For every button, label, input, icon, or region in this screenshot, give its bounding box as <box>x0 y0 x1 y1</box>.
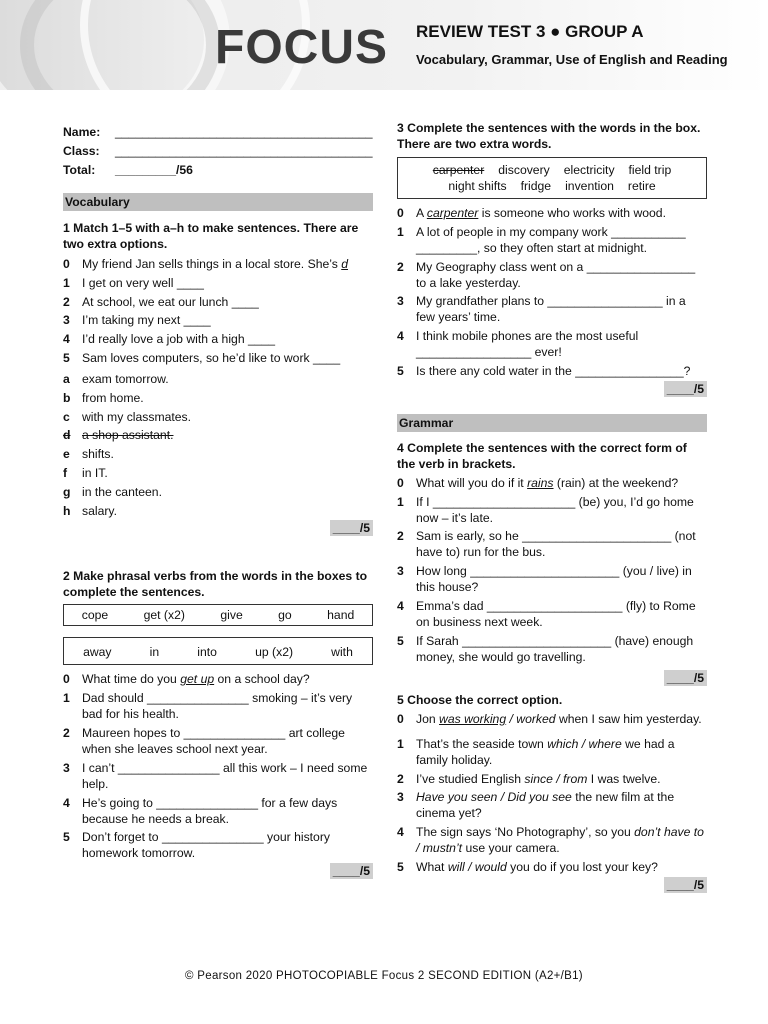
task3-word-box <box>397 157 707 199</box>
item-text-end: we had a family holiday. <box>416 736 675 767</box>
item-text-end: is someone who works with wood. <box>478 206 666 220</box>
item-number: 5 <box>63 830 70 845</box>
item-number: 4 <box>63 795 70 810</box>
list-item <box>397 598 707 630</box>
score-box: ____/5 <box>664 670 707 686</box>
option-text: in IT. <box>82 465 108 480</box>
page-footer: © Pearson 2020 PHOTOCOPIABLE Focus 2 SECOND EDITION (A2+/B1) <box>185 970 583 982</box>
list-item <box>397 494 707 526</box>
item-number: 4 <box>397 329 404 344</box>
list-item <box>397 475 707 491</box>
name-field[interactable] <box>63 120 373 139</box>
item-number: 2 <box>397 529 404 544</box>
item-text-start: A lot of people in my company work ___________ _________, so they often start at midnight. <box>416 224 686 255</box>
class-line[interactable]: ______________________________________ <box>115 144 373 158</box>
total-field <box>63 158 373 177</box>
item-number: 5 <box>397 859 404 874</box>
item-text <box>82 725 373 757</box>
task1-instruction: 1 Match 1–5 with a–h to make sentences. There are two extra options. <box>63 221 359 251</box>
list-item <box>397 224 707 256</box>
box-word: go <box>278 608 292 623</box>
item-text-start: How long ______________________ (you / live) in this house? <box>416 564 692 595</box>
name-line[interactable]: ______________________________________ <box>115 125 373 139</box>
option-letter: c <box>63 409 70 424</box>
item-number: 3 <box>397 790 404 805</box>
box-word: hand <box>327 608 355 623</box>
option-text: in the canteen. <box>82 484 162 499</box>
item-text-start: He’s going to _______________ for a few days because he needs a break. <box>82 795 338 826</box>
item-text-start: My friend Jan sells things in a local store. She’s <box>82 257 342 271</box>
item-number: 1 <box>63 691 70 706</box>
item-text-start: If I _____________________ (be) you, I’d go home now – it’s late. <box>416 494 694 525</box>
option-text: with my classmates. <box>82 409 192 424</box>
box-word: in <box>149 645 160 660</box>
list-item <box>63 829 373 861</box>
item-number: 1 <box>397 494 404 509</box>
item-text-start: Maureen hopes to _______________ art college when she leaves school next year. <box>82 725 345 756</box>
answer-example: get up <box>180 672 215 687</box>
item-text <box>82 331 373 347</box>
word-box-row <box>398 178 706 194</box>
box-word: carpenter <box>432 163 485 177</box>
item-number: 4 <box>397 825 404 840</box>
item-text-end: the new film at the cinema yet? <box>416 790 675 821</box>
list-item <box>63 725 373 757</box>
total-label: Total: <box>63 163 96 177</box>
item-text <box>416 259 707 291</box>
option-item <box>63 446 373 462</box>
item-text <box>416 563 707 595</box>
box-word: electricity <box>563 163 615 177</box>
task5-items <box>397 736 707 875</box>
item-text-start: Emma’s dad ____________________ (fly) to Rome on business next week. <box>416 598 696 629</box>
item-text-start: I think mobile phones are the most useful _________________ ever! <box>416 329 639 360</box>
word-box-row <box>64 644 372 660</box>
item-text <box>416 528 707 560</box>
box-word: discovery <box>498 163 550 177</box>
item-text <box>82 275 373 291</box>
item-text <box>416 859 707 875</box>
item-text-end: (rain) at the weekend? <box>553 475 679 490</box>
list-item <box>397 789 707 821</box>
choice-options[interactable]: don’t have to / mustn’t <box>416 825 704 856</box>
item-text-start: A <box>416 206 427 220</box>
list-item <box>397 363 707 379</box>
option-item <box>63 484 373 500</box>
item-text-start: If Sarah ______________________ (have) enough money, she would go travelling. <box>416 633 694 664</box>
item-text-start: I’m taking my next ____ <box>82 313 211 328</box>
box-word: with <box>331 645 353 660</box>
list-item <box>397 259 707 291</box>
score-box: ____/5 <box>330 520 373 536</box>
item-text-start: Sam loves computers, so he’d like to work ____ <box>82 350 341 365</box>
list-item <box>63 275 373 291</box>
item-text <box>416 598 707 630</box>
item-text <box>416 736 707 768</box>
score-box: ____/5 <box>664 877 707 893</box>
task2-word-box-1 <box>63 604 373 626</box>
test-subtitle: Vocabulary, Grammar, Use of English and Reading <box>416 52 728 67</box>
box-word: get (x2) <box>143 608 185 623</box>
class-field[interactable] <box>63 139 373 158</box>
item-text <box>416 293 707 325</box>
answer-example: was working <box>439 711 507 726</box>
item-number: 0 <box>63 672 70 687</box>
item-text-start: That’s the seaside town <box>416 736 548 751</box>
item-number: 1 <box>397 736 404 751</box>
option-item <box>63 371 373 387</box>
item-number: 1 <box>397 224 404 239</box>
item-text <box>82 294 373 310</box>
item-number: 0 <box>397 206 404 220</box>
item-text <box>82 256 373 272</box>
list-item <box>397 633 707 665</box>
item-text-end: on a school day? <box>214 672 310 687</box>
box-word: cope <box>81 608 109 623</box>
task3-instruction: 3 Complete the sentences with the words in the box. There are two extra words. <box>397 121 701 151</box>
word-box-row <box>64 607 372 623</box>
item-text-start: My Geography class went on a ________________ to a lake yesterday. <box>416 259 696 290</box>
task4-instruction: 4 Complete the sentences with the correct form of the verb in brackets. <box>397 440 687 471</box>
option-text: salary. <box>82 503 117 518</box>
list-item <box>397 293 707 325</box>
item-number: 4 <box>397 598 404 613</box>
list-item <box>63 690 373 722</box>
test-title: REVIEW TEST 3 ● GROUP A <box>416 22 644 41</box>
option-item <box>63 465 373 481</box>
item-text-start: Sam is early, so he ______________________ (not have to) run for the bus. <box>416 529 696 560</box>
item-number: 1 <box>63 275 70 290</box>
box-word: into <box>197 645 217 660</box>
option-text: shifts. <box>82 447 114 462</box>
item-text <box>82 795 373 827</box>
item-text-start: I’d really love a job with a high ____ <box>82 332 276 347</box>
option-letter: e <box>63 447 70 462</box>
item-text: Jon was working / worked when I saw him yesterday. <box>416 711 702 726</box>
item-number: 3 <box>63 760 70 775</box>
task2-score <box>63 864 373 878</box>
box-word: give <box>220 608 243 623</box>
option-letter: h <box>63 503 71 518</box>
item-text-start: My grandfather plans to _________________ in a few years’ time. <box>416 294 686 325</box>
item-text <box>416 328 707 360</box>
item-text <box>82 690 373 722</box>
answer-example: carpenter <box>426 206 479 220</box>
item-text <box>416 224 707 256</box>
box-word: away <box>83 645 112 660</box>
section-heading-vocabulary: Vocabulary <box>63 193 373 211</box>
option-letter: b <box>63 390 71 405</box>
word-box-row <box>398 162 706 178</box>
option-text: from home. <box>82 390 144 405</box>
list-item <box>63 256 373 272</box>
option-item <box>63 409 373 425</box>
list-item <box>397 528 707 560</box>
option-item <box>63 390 373 406</box>
list-item <box>63 760 373 792</box>
list-item <box>397 736 707 768</box>
item-text <box>416 824 707 856</box>
task2-items <box>63 671 373 861</box>
option-letter: f <box>63 465 68 480</box>
page-header <box>0 0 768 90</box>
total-value: _________/56 <box>115 163 193 177</box>
item-text <box>416 363 707 379</box>
choice-options[interactable]: which / where <box>547 736 622 751</box>
item-number: 5 <box>397 363 404 378</box>
left-column <box>63 120 373 878</box>
item-text-start: What time do you <box>82 672 181 687</box>
list-item <box>397 205 707 221</box>
item-text <box>416 771 707 787</box>
item-text-start: Is there any cold water in the ________________? <box>416 363 691 378</box>
option-item <box>63 427 373 443</box>
list-item <box>397 771 707 787</box>
answer-example: rains <box>527 475 554 490</box>
item-text-end: use your camera. <box>462 841 560 856</box>
item-text-start: Don’t forget to _______________ your history homework tomorrow. <box>82 830 330 861</box>
list-item <box>397 328 707 360</box>
item-number: 3 <box>397 564 404 579</box>
task1-items <box>63 256 373 366</box>
list-item <box>63 294 373 310</box>
item-number: 2 <box>397 771 404 786</box>
choice-options[interactable]: will / would <box>447 859 507 874</box>
answer-example: d <box>341 257 349 271</box>
focus-logo: FOCUS <box>215 21 388 74</box>
task1-options <box>63 371 373 519</box>
item-text <box>82 760 373 792</box>
item-text-start: Dad should _______________ smoking – it’s very bad for his health. <box>82 691 353 722</box>
item-text-start: I get on very well ____ <box>82 275 204 290</box>
option-letter: d <box>63 428 71 443</box>
task2-word-box-2 <box>63 637 373 665</box>
item-text-end: you do if you lost your key? <box>506 859 658 874</box>
item-text-start: What will you do if it <box>416 475 528 490</box>
task4-items <box>397 475 707 665</box>
item-text <box>416 789 707 821</box>
item-number: 3 <box>397 294 404 309</box>
item-number: 5 <box>63 350 70 365</box>
item-text-start: I’ve studied English <box>416 771 525 786</box>
task3-score <box>397 382 707 396</box>
option-item <box>63 503 373 519</box>
item-number: 0 <box>63 257 70 271</box>
item-number: 2 <box>63 294 70 309</box>
name-label: Name: <box>63 125 101 139</box>
list-item <box>63 331 373 347</box>
score-box: ____/5 <box>330 863 373 879</box>
task4-score <box>397 671 707 685</box>
list-item <box>63 312 373 328</box>
task1-score <box>63 521 373 535</box>
item-number: 2 <box>63 725 70 740</box>
task5-example-item <box>397 711 707 727</box>
box-word: fridge <box>520 179 552 193</box>
task5-score <box>397 878 707 892</box>
score-box: ____/5 <box>664 381 707 397</box>
option-letter: a <box>63 371 70 386</box>
list-item <box>397 563 707 595</box>
item-text <box>416 205 707 221</box>
class-label: Class: <box>63 144 100 158</box>
choice-options[interactable]: since / from <box>524 771 588 786</box>
task5-instruction: 5 Choose the correct option. <box>397 692 563 707</box>
item-number: 2 <box>397 259 404 274</box>
section-heading-grammar: Grammar <box>397 414 707 432</box>
item-number: 0 <box>397 475 404 490</box>
list-item <box>63 350 373 366</box>
item-text <box>82 312 373 328</box>
item-number: 3 <box>63 313 70 328</box>
item-text-end: I was twelve. <box>587 771 661 786</box>
task3-items <box>397 205 707 379</box>
option-text: a shop assistant. <box>82 428 174 443</box>
item-text <box>82 829 373 861</box>
task2-instruction: 2 Make phrasal verbs from the words in the boxes to complete the sentences. <box>63 569 368 600</box>
box-word: field trip <box>628 163 672 177</box>
item-number: 5 <box>397 633 404 648</box>
item-text <box>416 494 707 526</box>
box-word: night shifts <box>448 179 507 193</box>
list-item <box>397 859 707 875</box>
item-text-start: I can’t _______________ all this work – I need some help. <box>82 760 368 791</box>
item-text <box>416 475 707 491</box>
item-text-start: At school, we eat our lunch ____ <box>82 294 259 309</box>
item-text-start: What <box>416 859 448 874</box>
list-item <box>63 671 373 687</box>
list-item <box>397 824 707 856</box>
item-text <box>82 350 373 366</box>
box-word: invention <box>565 179 614 193</box>
item-text <box>82 671 373 687</box>
box-word: retire <box>627 179 656 193</box>
right-column <box>397 120 707 892</box>
list-item <box>63 795 373 827</box>
option-letter: g <box>63 484 71 499</box>
choice-options[interactable]: Have you seen / Did you see <box>416 790 572 805</box>
item-text <box>416 633 707 665</box>
option-text: exam tomorrow. <box>82 371 169 386</box>
item-number: 0 <box>397 711 404 726</box>
box-word: up (x2) <box>255 645 294 660</box>
item-number: 4 <box>63 332 70 347</box>
item-text-start: The sign says ‘No Photography’, so you <box>416 825 635 840</box>
